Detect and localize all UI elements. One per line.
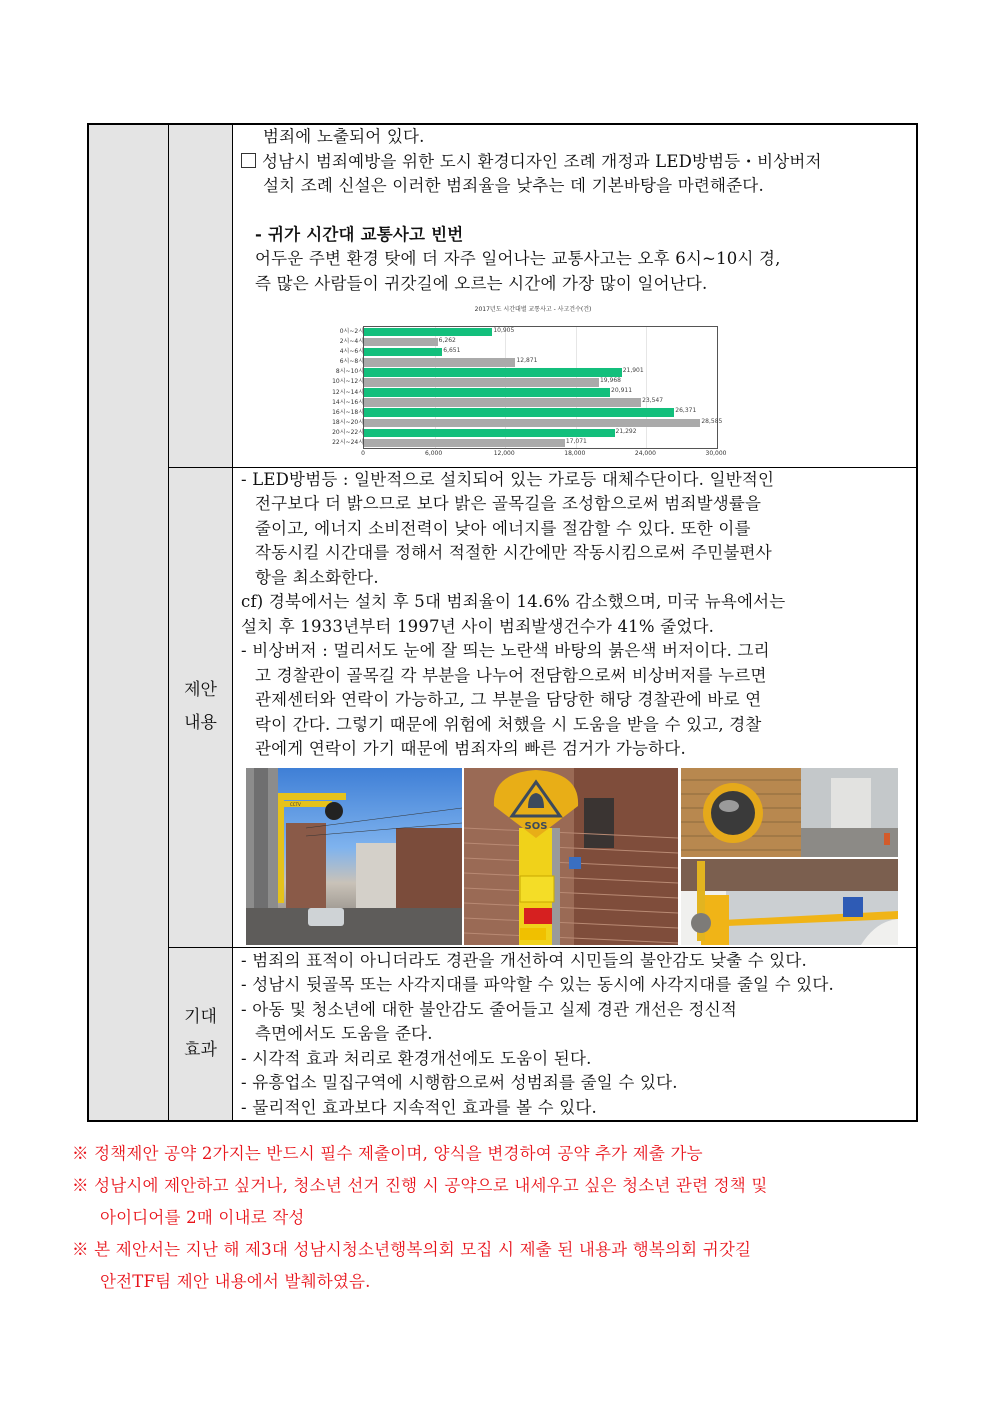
effects-label-line1: 기대 <box>184 1006 217 1027</box>
bar-value-label: 10,905 <box>493 326 515 334</box>
sos-buzzer-pole-photo <box>464 768 678 945</box>
bar <box>364 408 674 417</box>
y-axis-label: 8시~10시 <box>335 368 364 376</box>
effects-label-line2: 효과 <box>184 1039 217 1060</box>
x-axis-tick: 6,000 <box>425 450 443 457</box>
bar-row <box>364 417 723 428</box>
bar-value-label: 21,901 <box>622 367 644 375</box>
bar-row <box>364 398 717 407</box>
bar-row <box>364 358 717 367</box>
background-content-cell <box>233 124 918 467</box>
bar-row <box>364 408 717 417</box>
photo-collage <box>246 768 898 945</box>
x-axis-tick: 18,000 <box>564 450 586 457</box>
text-line: 작동시킬 시간대를 정해서 적절한 시간에만 작동시킴으로써 주민불편사 <box>255 543 772 562</box>
bar-row <box>364 368 717 377</box>
y-axis-label: 10시~12시 <box>332 378 364 386</box>
bar <box>364 358 515 367</box>
bar <box>364 419 700 428</box>
bar-value-label: 28,585 <box>701 417 723 425</box>
category-cell <box>88 124 169 1121</box>
svg-text:CCTV: CCTV <box>290 801 301 807</box>
y-axis-label: 2시~4시 <box>339 338 364 346</box>
cctv-street-photo <box>246 768 462 945</box>
y-axis-label: 14시~16시 <box>332 398 364 406</box>
note-line: ※ 성남시에 제안하고 싶거나, 청소년 선거 진행 시 공약으로 내세우고 싶은 청소년 관련 정책 및 <box>72 1176 768 1195</box>
text-line: 설치 조례 신설은 이러한 범죄율을 낮추는 데 기본바탕을 마련해준다. <box>263 176 764 195</box>
bar <box>364 398 641 407</box>
text-line: - 아동 및 청소년에 대한 불안감도 줄어들고 실제 경관 개선은 정신적 <box>241 999 737 1019</box>
traffic-accident-chart <box>323 304 727 459</box>
bar <box>364 378 599 387</box>
proposal-label-cell <box>169 467 233 947</box>
effects-text <box>241 948 908 1121</box>
bar-row <box>364 439 717 448</box>
text-line: 즉 많은 사람들이 귀갓길에 오르는 시간에 가장 많이 일어난다. <box>255 273 708 293</box>
proposal-table <box>87 123 918 1122</box>
bar-value-label: 19,968 <box>599 377 621 385</box>
note-line: 안전TF팀 제안 내용에서 발췌하였음. <box>100 1272 371 1291</box>
bar-value-label: 12,871 <box>516 357 538 365</box>
y-axis-label: 22시~24시 <box>332 438 364 446</box>
bar <box>364 348 442 357</box>
bar-row <box>364 348 717 357</box>
text-line: 락이 간다. 그렇기 때문에 위험에 처했을 시 도움을 받을 수 있고, 경찰 <box>255 714 762 734</box>
bar-value-label: 6,262 <box>438 336 456 344</box>
bar-row <box>364 338 717 347</box>
note-line: ※ 정책제안 공약 2가지는 반드시 필수 제출이며, 양식을 변경하여 공약 추가 제출 가능 <box>72 1144 703 1163</box>
text-line: 관에게 연락이 가기 때문에 범죄자의 빠른 검거가 가능하다. <box>255 739 686 758</box>
section-label-cell <box>169 124 233 467</box>
mirror-wall-photo <box>681 768 898 857</box>
chart-plot-area <box>363 326 723 449</box>
svg-text:SOS: SOS <box>524 820 548 832</box>
text-line: - 유흥업소 밀집구역에 시행함으로써 성범죄를 줄일 수 있다. <box>241 1073 678 1092</box>
text-line: 측면에서도 도움을 준다. <box>255 1024 433 1043</box>
note-line: ※ 본 제안서는 지난 해 제3대 성남시청소년행복의회 모집 시 제출 된 내용과 행복의회 귀갓길 <box>72 1240 752 1259</box>
y-axis-label: 0시~2시 <box>339 328 364 335</box>
bar <box>364 338 438 347</box>
y-axis-label: 16시~18시 <box>332 408 364 416</box>
proposal-label-line1: 제안 <box>184 680 217 700</box>
bar-row <box>364 388 717 397</box>
yellow-barrier-photo <box>681 859 898 945</box>
bar <box>364 328 492 337</box>
text-line: - 범죄의 표적이 아니더라도 경관을 개선하여 시민들의 불안감도 낮출 수 있다. <box>241 950 807 970</box>
x-axis-tick: 30,000 <box>705 450 727 457</box>
text-line: cf) 경북에서는 설치 후 5대 범죄율이 14.6% 감소했으며, 미국 뉴욕에서는 <box>241 592 786 611</box>
bar-value-label: 20,911 <box>611 387 633 395</box>
bar-value-label: 21,292 <box>615 427 637 435</box>
text-line: 설치 후 1933년부터 1997년 사이 범죄발생건수가 41% 줄었다. <box>241 616 715 636</box>
y-axis-label: 6시~8시 <box>339 358 364 366</box>
effects-content-cell <box>233 947 918 1121</box>
bar-value-label: 23,547 <box>642 397 664 405</box>
bar-row <box>364 328 717 337</box>
proposal-content-cell <box>233 467 918 947</box>
bar <box>364 368 622 377</box>
section-heading: - 귀가 시간대 교통사고 빈번 <box>255 224 464 244</box>
bar <box>364 429 615 438</box>
bar-row <box>364 429 717 438</box>
y-axis-label: 20시~22시 <box>332 428 364 436</box>
text-line: 관제센터와 연락이 가능하고, 그 부분을 담당한 해당 경찰관에 바로 연 <box>255 690 762 709</box>
text-line: 줄이고, 에너지 소비전력이 낮아 에너지를 절감할 수 있다. 또한 이를 <box>255 518 751 538</box>
chart-title: 2017년도 시간대별 교통사고 - 사고건수(건) <box>474 306 592 313</box>
proposal-text <box>241 468 908 762</box>
x-axis-tick: 0 <box>361 450 365 457</box>
checkbox-square-icon <box>241 153 256 168</box>
note-line: 아이디어를 2매 이내로 작성 <box>100 1208 305 1227</box>
y-axis-label: 12시~14시 <box>332 388 364 396</box>
bar <box>364 439 565 448</box>
proposal-label-line2: 내용 <box>184 713 217 733</box>
bar <box>364 388 610 397</box>
text-line: 성남시 범죄예방을 위한 도시 환경디자인 조례 개정과 LED방범등・비상버저 <box>241 150 908 175</box>
bar-value-label: 17,071 <box>565 437 587 445</box>
text-line: - 물리적인 효과보다 지속적인 효과를 볼 수 있다. <box>241 1097 597 1117</box>
text-line: - 성남시 뒷골목 또는 사각지대를 파악할 수 있는 동시에 사각지대를 줄일 수 있다. <box>241 975 835 994</box>
x-axis-tick: 12,000 <box>493 450 515 457</box>
bar-row <box>364 378 717 387</box>
y-axis-label: 18시~20시 <box>332 418 364 426</box>
y-axis-label: 4시~6시 <box>339 348 364 356</box>
x-axis-tick: 24,000 <box>634 450 656 457</box>
text-line: 항을 최소화한다. <box>255 567 379 587</box>
bar-value-label: 26,371 <box>675 407 697 415</box>
text-line: - LED방범등 : 일반적으로 설치되어 있는 가로등 대체수단이다. 일반적인 <box>241 469 775 489</box>
text-line: 전구보다 더 밝으므로 보다 밝은 골목길을 조성함으로써 범죄발생률을 <box>255 494 762 513</box>
bar-value-label: 6,651 <box>443 346 461 354</box>
text-line: - 시각적 효과 처리로 환경개선에도 도움이 된다. <box>241 1048 592 1068</box>
text-line: 어두운 주변 환경 탓에 더 자주 일어나는 교통사고는 오후 6시~10시 경, <box>255 249 781 268</box>
text-line: 고 경찰관이 골목길 각 부분을 나누어 전담함으로써 비상버저를 누르면 <box>255 665 767 685</box>
effects-label-cell <box>169 947 233 1121</box>
text-line: 범죄에 노출되어 있다. <box>263 127 425 146</box>
text-line: - 비상버저 : 멀리서도 눈에 잘 띄는 노란색 바탕의 붉은색 버저이다. 그리 <box>241 641 770 660</box>
